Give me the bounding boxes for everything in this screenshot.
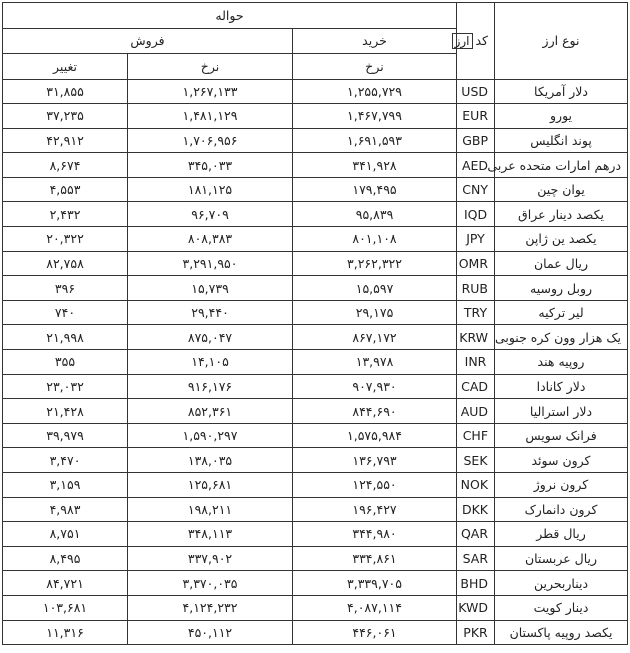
table-row (3, 276, 628, 301)
sell-rate: ۱۸۱,۱۲۵ (128, 177, 293, 202)
change-value: ۲۱,۴۲۸ (3, 399, 128, 424)
currency-code: QAR (457, 522, 495, 547)
sell-rate: ۱۴,۱۰۵ (128, 350, 293, 375)
buy-rate: ۱۲۴,۵۵۰ (293, 473, 457, 498)
sell-rate: ۳,۲۹۱,۹۵۰ (128, 251, 293, 276)
currency-code: KRW (457, 325, 495, 350)
currency-name: یکصد دینار عراق (495, 202, 628, 227)
currency-code: TRY (457, 300, 495, 325)
change-value: ۳۵۵ (3, 350, 128, 375)
table-row (3, 202, 628, 227)
currency-name: کرون سوئد (495, 448, 628, 473)
currency-code: USD (457, 79, 495, 104)
currency-code: CHF (457, 423, 495, 448)
currency-code: NOK (457, 473, 495, 498)
change-value: ۲۱,۹۹۸ (3, 325, 128, 350)
currency-name: روپیه هند (495, 350, 628, 375)
currency-name: فرانک سویس (495, 423, 628, 448)
table-row (3, 399, 628, 424)
sell-rate: ۳,۳۷۰,۰۳۵ (128, 571, 293, 596)
sell-rate: ۱۳۸,۰۳۵ (128, 448, 293, 473)
buy-rate: ۹۰۷,۹۳۰ (293, 374, 457, 399)
currency-name: دیناربحرین (495, 571, 628, 596)
currency-name: یوان چین (495, 177, 628, 202)
buy-rate: ۱۵,۵۹۷ (293, 276, 457, 301)
sell-rate: ۹۶,۷۰۹ (128, 202, 293, 227)
change-value: ۳,۴۷۰ (3, 448, 128, 473)
sell-rate: ۴,۱۲۴,۲۳۲ (128, 595, 293, 620)
table-row (3, 497, 628, 522)
table-row (3, 620, 628, 645)
currency-name: دلار کانادا (495, 374, 628, 399)
table-row (3, 350, 628, 375)
change-value: ۳۹۶ (3, 276, 128, 301)
currency-name: یکصد ین ژاپن (495, 227, 628, 252)
change-header: تغییر (3, 54, 128, 80)
sell-rate-header: نرخ (128, 54, 293, 80)
currency-code: KWD (457, 595, 495, 620)
sell-rate: ۲۹,۴۴۰ (128, 300, 293, 325)
table-row (3, 300, 628, 325)
buy-rate: ۳۳۴,۸۶۱ (293, 546, 457, 571)
change-value: ۴,۵۵۳ (3, 177, 128, 202)
table-row (3, 448, 628, 473)
table-row (3, 128, 628, 153)
buy-rate: ۱,۲۵۵,۷۲۹ (293, 79, 457, 104)
sell-rate: ۹۱۶,۱۷۶ (128, 374, 293, 399)
currency-name: کرون دانمارک (495, 497, 628, 522)
table-row (3, 595, 628, 620)
table-row (3, 423, 628, 448)
buy-rate: ۱,۵۷۵,۹۸۴ (293, 423, 457, 448)
change-value: ۸۲,۷۵۸ (3, 251, 128, 276)
header-row-1 (3, 3, 628, 29)
table-row (3, 153, 628, 178)
change-value: ۳۷,۲۳۵ (3, 104, 128, 129)
table-row (3, 571, 628, 596)
currency-code: AED (457, 153, 495, 178)
currency-code: IQD (457, 202, 495, 227)
sell-rate: ۳۴۸,۱۱۳ (128, 522, 293, 547)
currency-code: GBP (457, 128, 495, 153)
currency-code: PKR (457, 620, 495, 645)
buy-rate: ۸۰۱,۱۰۸ (293, 227, 457, 252)
buy-rate: ۲۹,۱۷۵ (293, 300, 457, 325)
sell-rate: ۸۷۵,۰۴۷ (128, 325, 293, 350)
change-value: ۲۳,۰۳۲ (3, 374, 128, 399)
buy-rate: ۴,۰۸۷,۱۱۴ (293, 595, 457, 620)
table-row (3, 546, 628, 571)
buy-rate: ۱۳,۹۷۸ (293, 350, 457, 375)
change-value: ۳۱,۸۵۵ (3, 79, 128, 104)
change-value: ۸,۴۹۵ (3, 546, 128, 571)
table-row (3, 522, 628, 547)
buy-rate: ۱۳۶,۷۹۳ (293, 448, 457, 473)
change-value: ۴,۹۸۳ (3, 497, 128, 522)
currency-code: CAD (457, 374, 495, 399)
currency-name: یک هزار وون کره جنوبی (495, 325, 628, 350)
currency-name: کرون نروژ (495, 473, 628, 498)
currency-code: OMR (457, 251, 495, 276)
sell-rate: ۳۴۵,۰۳۳ (128, 153, 293, 178)
currency-name: ریال قطر (495, 522, 628, 547)
sell-rate: ۱۵,۷۳۹ (128, 276, 293, 301)
change-value: ۱۰۳,۶۸۱ (3, 595, 128, 620)
table-row (3, 251, 628, 276)
buy-rate: ۱۹۶,۴۲۷ (293, 497, 457, 522)
currency-code: JPY (457, 227, 495, 252)
currency-name: دینار کویت (495, 595, 628, 620)
currency-code: BHD (457, 571, 495, 596)
currency-code: DKK (457, 497, 495, 522)
buy-rate-header: نرخ (293, 54, 457, 80)
table-row (3, 79, 628, 104)
change-value: ۲,۴۳۲ (3, 202, 128, 227)
currency-name: پوند انگلیس (495, 128, 628, 153)
buy-rate: ۱,۴۶۷,۷۹۹ (293, 104, 457, 129)
currency-name: درهم امارات متحده عربی (495, 153, 628, 178)
change-value: ۸,۷۵۱ (3, 522, 128, 547)
currency-name: روبل روسیه (495, 276, 628, 301)
sell-rate: ۱,۴۸۱,۱۲۹ (128, 104, 293, 129)
table-row (3, 177, 628, 202)
currency-code: INR (457, 350, 495, 375)
currency-code-header (454, 3, 495, 80)
currency-name: یکصد روپیه پاکستان (495, 620, 628, 645)
buy-rate: ۳,۲۶۲,۳۲۲ (293, 251, 457, 276)
buy-rate: ۱۷۹,۴۹۵ (293, 177, 457, 202)
buy-rate: ۴۴۶,۰۶۱ (293, 620, 457, 645)
table-row (3, 374, 628, 399)
sell-rate: ۳۳۷,۹۰۲ (128, 546, 293, 571)
table-body (3, 79, 628, 645)
buy-rate: ۸۴۴,۶۹۰ (293, 399, 457, 424)
sell-rate: ۸۰۸,۳۸۳ (128, 227, 293, 252)
currency-name: یورو (495, 104, 628, 129)
currency-code: SEK (457, 448, 495, 473)
buy-rate: ۳,۳۳۹,۷۰۵ (293, 571, 457, 596)
buy-rate: ۱,۶۹۱,۵۹۳ (293, 128, 457, 153)
change-value: ۳۹,۹۷۹ (3, 423, 128, 448)
sell-rate: ۱,۵۹۰,۲۹۷ (128, 423, 293, 448)
sell-rate: ۸۵۲,۳۶۱ (128, 399, 293, 424)
code-bracket-label: ارز (452, 33, 473, 49)
code-label: کد (475, 33, 489, 49)
exchange-rates-table (2, 2, 628, 645)
buy-header: خرید (293, 28, 457, 54)
currency-name: دلار استرالیا (495, 399, 628, 424)
buy-rate: ۸۶۷,۱۷۲ (293, 325, 457, 350)
currency-type-header: نوع ارز (495, 3, 628, 80)
sell-rate: ۱,۲۶۷,۱۳۳ (128, 79, 293, 104)
sell-header: فروش (3, 28, 293, 54)
change-value: ۳,۱۵۹ (3, 473, 128, 498)
table-row (3, 104, 628, 129)
buy-rate: ۹۵,۸۳۹ (293, 202, 457, 227)
sell-rate: ۴۵۰,۱۱۲ (128, 620, 293, 645)
table-row (3, 325, 628, 350)
currency-code: SAR (457, 546, 495, 571)
currency-name: ریال عربستان (495, 546, 628, 571)
change-value: ۴۲,۹۱۲ (3, 128, 128, 153)
transfer-header: حواله (3, 3, 457, 29)
change-value: ۸۴,۷۲۱ (3, 571, 128, 596)
currency-code: AUD (457, 399, 495, 424)
currency-name: دلار آمریکا (495, 79, 628, 104)
buy-rate: ۳۴۴,۹۸۰ (293, 522, 457, 547)
change-value: ۲۰,۳۲۲ (3, 227, 128, 252)
table-row (3, 473, 628, 498)
buy-rate: ۳۴۱,۹۲۸ (293, 153, 457, 178)
table-row (3, 227, 628, 252)
sell-rate: ۱۲۵,۶۸۱ (128, 473, 293, 498)
currency-name: ریال عمان (495, 251, 628, 276)
currency-code: CNY (457, 177, 495, 202)
sell-rate: ۱,۷۰۶,۹۵۶ (128, 128, 293, 153)
change-value: ۱۱,۳۱۶ (3, 620, 128, 645)
change-value: ۸,۶۷۴ (3, 153, 128, 178)
sell-rate: ۱۹۸,۲۱۱ (128, 497, 293, 522)
change-value: ۷۴۰ (3, 300, 128, 325)
currency-code: RUB (457, 276, 495, 301)
currency-name: لیر ترکیه (495, 300, 628, 325)
currency-code: EUR (457, 104, 495, 129)
